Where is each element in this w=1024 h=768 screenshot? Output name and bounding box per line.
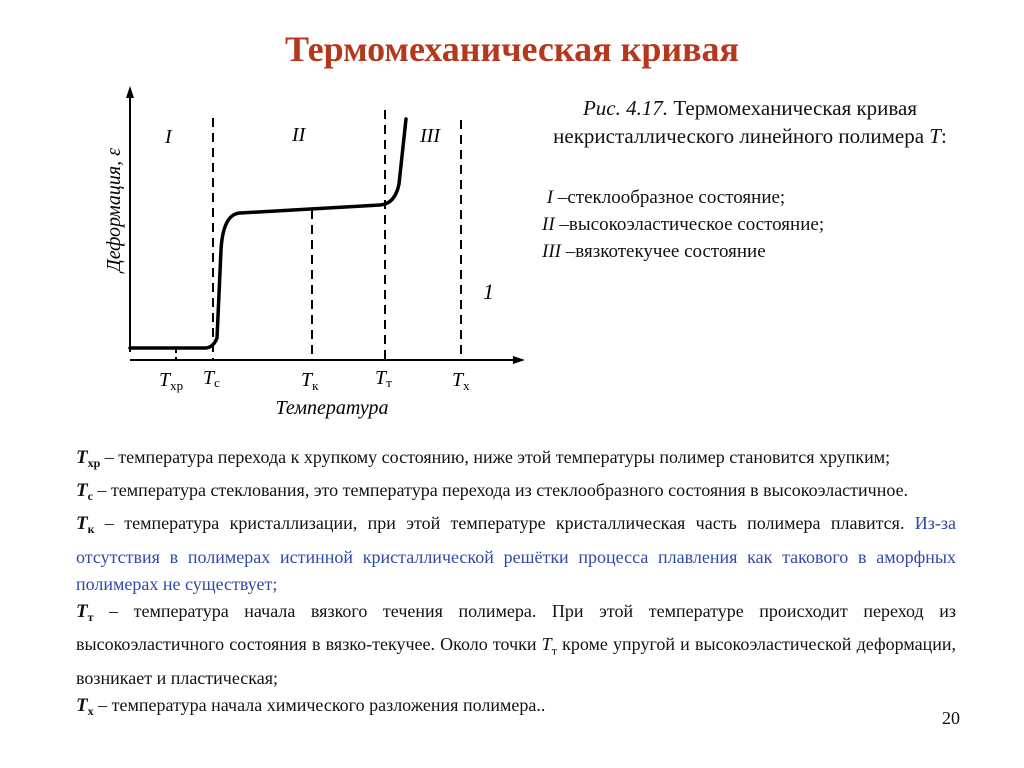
legend-numeral: I (546, 187, 554, 208)
legend-item (542, 184, 972, 211)
legend-item (542, 238, 972, 265)
tick-label-tc: Tс (203, 367, 220, 390)
curve-line (130, 119, 406, 348)
slide-title: Термомеханическая кривая (284, 29, 740, 69)
legend-numeral: III (542, 241, 561, 262)
figure-caption (535, 94, 965, 150)
tick-label-tt: Tт (375, 367, 392, 390)
definition-symbol: $T_с$ (76, 480, 93, 504)
definition-text: – температура начала вязкого течения полимера. При этой температуре происходит переход из высокоэластичного состояния в вязко-текучее. Около точки (76, 601, 956, 655)
page-number: 20 (942, 708, 960, 728)
definition-txr (76, 444, 956, 477)
caption-text: Термомеханическая кривая некристаллического линейного полимера (553, 96, 930, 148)
tick-label-tx: $T_х$ (452, 369, 470, 393)
definition-text-after: кроме упругой и высокоэластической деформации, возникает и пластическая; (76, 634, 956, 689)
y-axis-arrow (126, 86, 134, 98)
tick-label-txr: $T_{хр}$ (159, 369, 184, 393)
legend-text: –стеклообразное состояние; (553, 187, 786, 208)
region-label-2: II (292, 124, 306, 146)
definition-tk (76, 510, 956, 598)
definition-text: – температура перехода к хрупкому состоянию, ниже этой температуры полимер становится хрупким; (100, 447, 891, 467)
definition-text: – температура стеклования, это температура перехода из стеклообразного состояния в высокоэластичное. (92, 480, 909, 501)
x-axis-arrow (513, 356, 525, 364)
definitions-block (76, 444, 956, 725)
legend-text: –вязкотекучее состояние (560, 241, 766, 262)
definition-tc (76, 477, 956, 510)
thermomechanical-curve-graph (95, 80, 535, 430)
figure-legend (542, 184, 972, 265)
caption-symbol: T (929, 124, 941, 148)
region-label-1: I (165, 126, 172, 148)
definition-symbol: $T_т$ (76, 601, 94, 625)
caption-end: : (940, 124, 947, 148)
definition-symbol: $T_{хр}$ (76, 447, 101, 470)
tick-label-tk: $T_к$ (301, 369, 319, 393)
definition-tt (76, 598, 956, 692)
definition-highlight: Из-за отсутствия в полимерах истинной кристаллической решётки процесса плавления как такового в аморфных полимерах не существует; (76, 513, 956, 594)
definition-text: – температура начала химического разложения полимера.. (93, 695, 546, 716)
definition-text: – температура кристаллизации, при этой температуре кристаллическая часть полимера плавится. (94, 513, 915, 534)
inline-symbol: $T_т$ (541, 634, 557, 658)
legend-numeral: II (542, 214, 555, 235)
curve-number-label: 1 (483, 279, 494, 304)
definition-tx (76, 692, 956, 725)
legend-text: –высокоэластическое состояние; (554, 214, 825, 235)
y-axis-label: Деформация, ε (103, 148, 125, 272)
caption-prefix: Рис. 4.17. (582, 96, 669, 120)
definition-symbol: $T_к$ (76, 513, 95, 537)
region-label-3: III (420, 125, 440, 147)
legend-item (542, 211, 972, 238)
x-axis-label: Температура (275, 397, 389, 419)
definition-symbol: $T_х$ (76, 695, 94, 719)
